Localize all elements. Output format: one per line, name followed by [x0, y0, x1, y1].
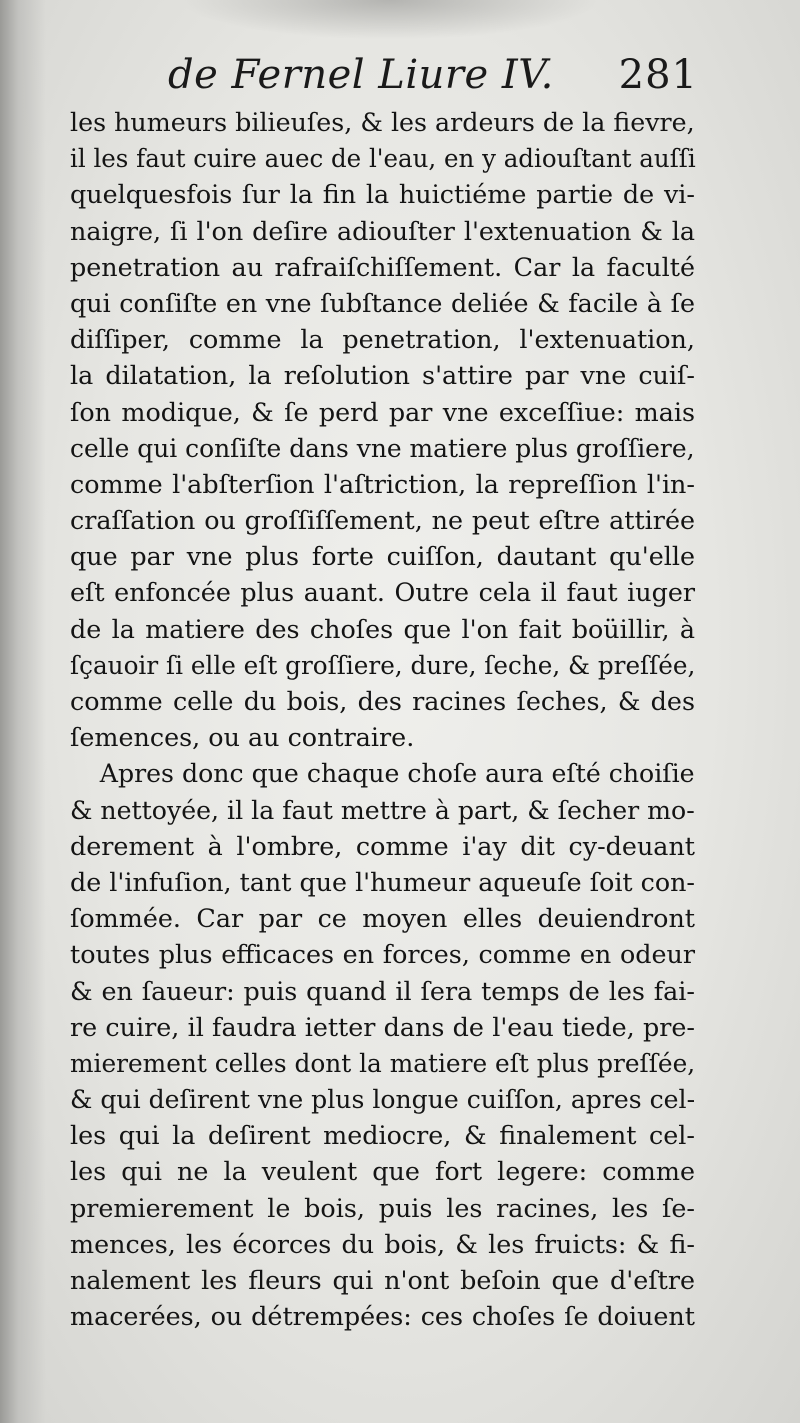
text-line: ſommée. Car par ce moyen elles deuiendront — [70, 903, 695, 934]
text-line: la dilatation, la reſolution s'attire par vne cuiſ- — [70, 360, 695, 391]
text-line: Apres donc que chaque choſe aura eſté choiſie — [99, 758, 695, 789]
text-line: eſt enfoncée plus auant. Outre cela il faut iuger — [70, 577, 695, 608]
text-line: que par vne plus forte cuiſſon, dautant qu'elle — [70, 541, 695, 572]
text-line: re cuire, il faudra ietter dans de l'eau tiede, pre- — [70, 1011, 695, 1042]
text-line: ſemences, ou au contraire. — [70, 722, 415, 753]
running-title: de Fernel Liure IV. — [168, 52, 554, 98]
text-line: mierement celles dont la matiere eſt plus preſſée, — [70, 1047, 696, 1078]
text-line: qui conſiſte en vne ſubſtance deliée & facile à ſe — [70, 287, 695, 318]
text-line: comme celle du bois, des racines ſeches, & des — [70, 686, 695, 716]
text-line: penetration au rafraiſchiſſement. Car la faculté — [70, 251, 695, 282]
text-line: diſſiper, comme la penetration, l'extenuation, — [70, 324, 695, 355]
text-line: macerées, ou détrempées: ces choſes ſe doiuent — [70, 1301, 695, 1332]
text-line: de la matiere des choſes que l'on fait boüillir, à — [70, 613, 695, 644]
text-line: craſſation ou groſſiſſement, ne peut eſtre attirée — [70, 505, 695, 536]
text-line: il les faut cuire auec de l'eau, en y adiouſtant auſſi — [70, 143, 696, 174]
page-top-shadow — [180, 0, 600, 40]
text-line: & qui deſirent vne plus longue cuiſſon, apres cel- — [70, 1084, 696, 1115]
page-number: 281 — [618, 52, 698, 98]
text-line: comme l'abſterſion l'aſtriction, la repreſſion l'in- — [70, 468, 695, 499]
paragraph — [70, 755, 695, 1334]
text-line: premierement le bois, puis les racines, les ſe- — [70, 1192, 695, 1223]
text-line: mences, les écorces du bois, & les fruicts: & fi- — [70, 1228, 695, 1259]
text-line: les humeurs bilieuſes, & les ardeurs de la fievre, — [70, 107, 695, 137]
paragraph-container — [70, 104, 695, 1334]
text-line: ſon modique, & ſe perd par vne exceſſiue: mais — [70, 396, 695, 427]
text-line: & nettoyée, il la faut mettre à part, & ſecher mo- — [70, 794, 695, 825]
binding-gutter-shadow — [0, 0, 46, 1423]
body-text — [70, 104, 695, 1334]
text-line: toutes plus efficaces en forces, comme en odeur — [70, 939, 695, 970]
paragraph — [70, 104, 695, 755]
text-line: de l'infuſion, tant que l'humeur aqueuſe ſoit con- — [70, 866, 695, 897]
text-line: les qui ne la veulent que fort legere: comme — [70, 1156, 695, 1187]
text-line: & en ſaueur: puis quand il ſera temps de les fai- — [70, 975, 695, 1006]
text-line: naigre, ſi l'on deſire adiouſter l'extenuation & la — [70, 215, 695, 246]
text-line: ſçauoir ſi elle eſt groſſiere, dure, ſeche, & preſſée, — [70, 649, 696, 680]
text-line: derement à l'ombre, comme i'ay dit cy-deuant — [70, 830, 695, 861]
text-line: celle qui conſiſte dans vne matiere plus groſſiere, — [70, 432, 695, 463]
page-header — [168, 52, 698, 104]
text-line: les qui la deſirent mediocre, & finalement cel- — [70, 1120, 695, 1151]
text-line: nalement les fleurs qui n'ont beſoin que d'eſtre — [70, 1265, 695, 1295]
text-line: quelquesfois ſur la fin la huictiéme partie de vi- — [70, 179, 695, 210]
